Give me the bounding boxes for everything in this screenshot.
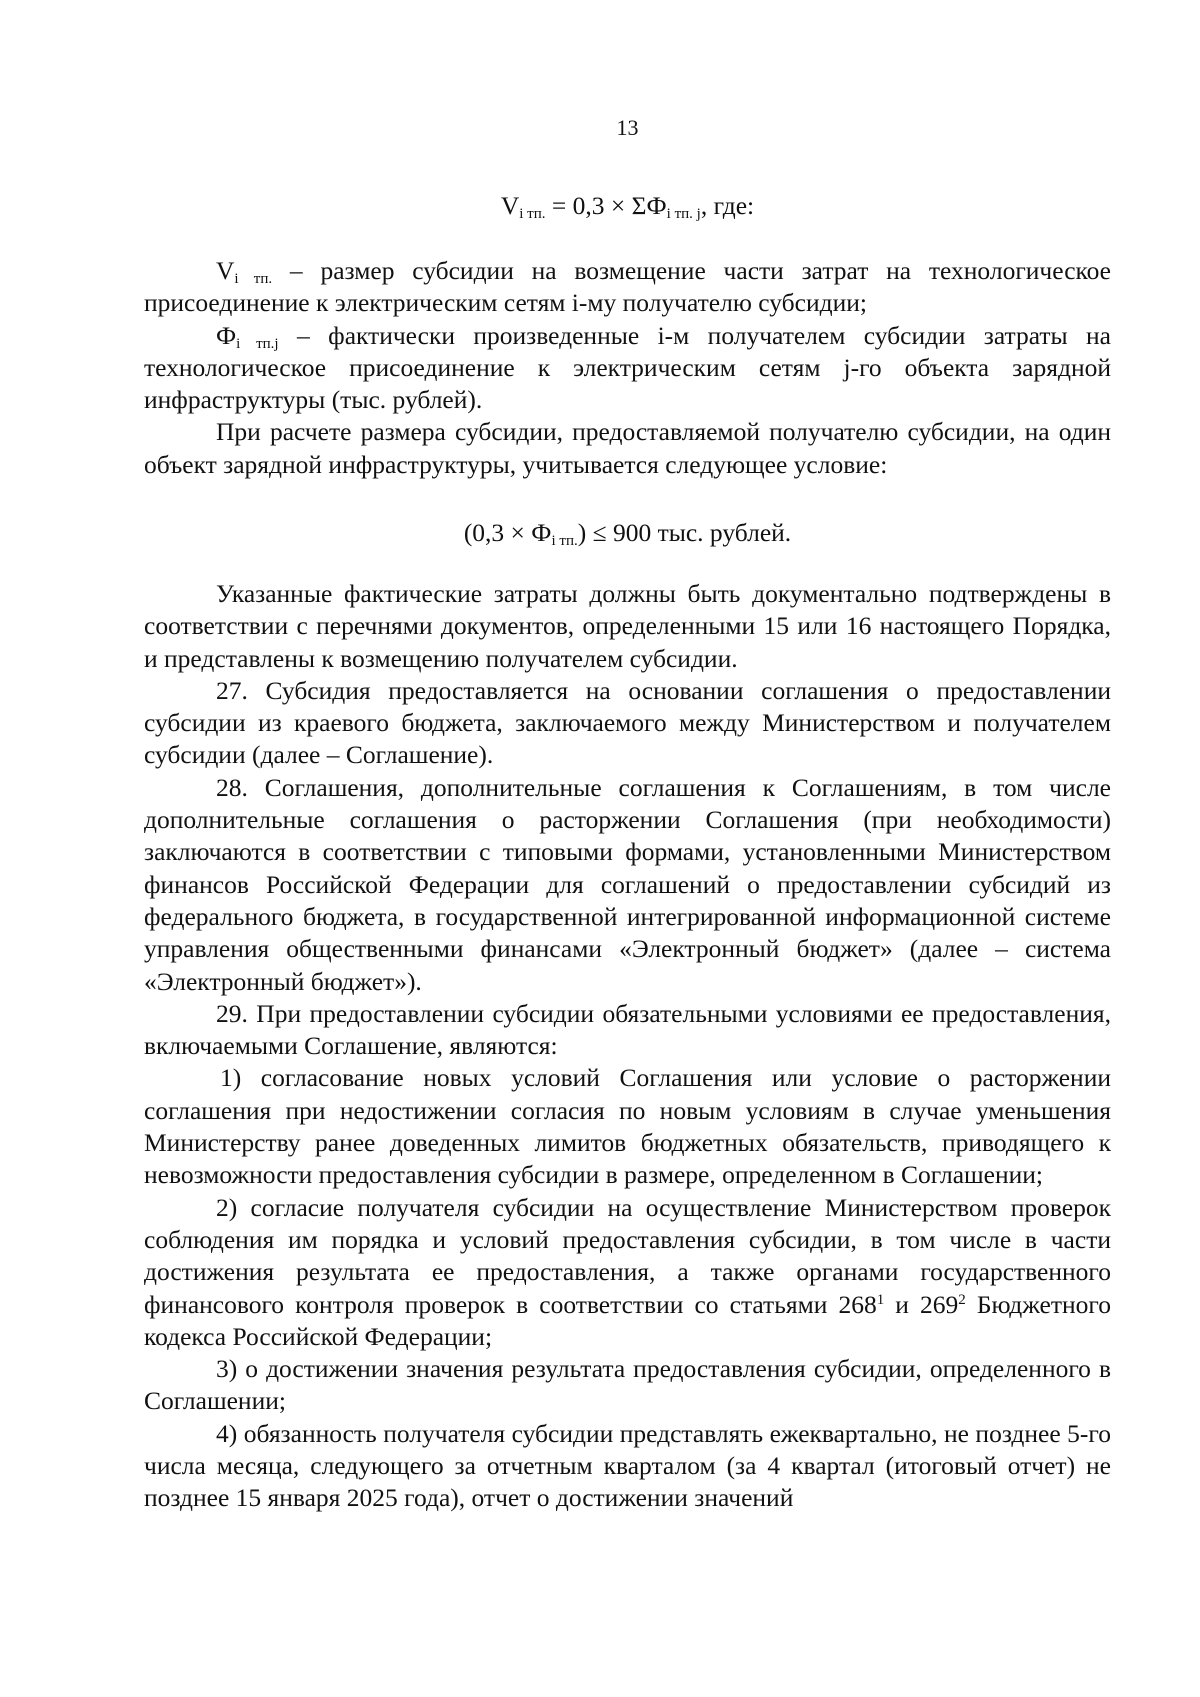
paragraph-28: 28. Соглашения, дополнительные соглашения к Соглашениям, в том числе дополнительные соглашения о расторжении Соглашения (при необходимости) заключаются в соответствии с типовыми формами, установленными Министерством финансов Российской Федерации для соглашений о предоставлении субсидий из федерального бюджета, в государственной интегрированной информационной системе управления общественными финансами «Электронный бюджет» (далее – система «Электронный бюджет»). xyxy=(144,772,1111,996)
item-2-text-a: 2) согласие получателя субсидии на осуществление Министерством проверок соблюдения им порядка и условий предоставления субсидии, в том числе в части достижения результата ее предоставления, а также органами государственного финансового контроля проверок в соответствии со статьями 268 xyxy=(144,1192,1111,1319)
definition-v-symbol: V xyxy=(216,256,235,285)
paragraph-29-item-3: 3) о достижении значения результата предоставления субсидии, определенного в Соглашении; xyxy=(144,1354,1111,1416)
condition-intro: При расчете размера субсидии, предоставляемой получателю субсидии, на один объект зарядной инфраструктуры, учитывается следующее условие: xyxy=(144,417,1111,479)
formula-lhs-subscript: i тп. xyxy=(519,206,546,222)
formula-where: , где: xyxy=(700,191,755,220)
limit-formula xyxy=(144,517,1111,549)
paragraph-29-item-4: 4) обязанность получателя субсидии представлять ежеквартально, не позднее 5-го числа месяца, следующего за отчетным кварталом (за 4 квартал (итоговый отчет) не позднее 15 января 2025 года), отчет о достижении значений xyxy=(144,1418,1111,1513)
subsidy-formula xyxy=(144,190,1111,222)
definition-v xyxy=(144,255,1111,320)
paragraph-29-item-1: 1) согласование новых условий Соглашения или условие о расторжении соглашения при недостижении согласия по новым условиям в случае уменьшения Министерству ранее доведенных лимитов бюджетных обязательств, приводящего к невозможности предоставления субсидии в размере, определенном в Соглашении; xyxy=(144,1063,1111,1190)
formula-lhs: V xyxy=(500,191,520,220)
formula-equals: = 0,3 × xyxy=(545,191,632,220)
paragraph-29-item-2 xyxy=(144,1192,1111,1353)
definition-f-subscript: i тп.j xyxy=(236,335,279,352)
definition-f-text: – фактически произведенные i-м получателем субсидии затраты на технологическое присоединение к электрическим сетям j-го объекта зарядной инфраструктуры (тыс. рублей). xyxy=(144,320,1111,415)
definition-f-symbol: Ф xyxy=(216,320,237,350)
limit-formula-subscript: i тп. xyxy=(551,533,578,549)
page-number: 13 xyxy=(616,115,639,140)
item-2-text-b: и 269 xyxy=(884,1289,959,1319)
definitions-block xyxy=(144,255,1111,481)
paragraph-27: 27. Субсидия предоставляется на основании соглашения о предоставлении субсидии из краевого бюджета, заключаемого между Министерством и получателем субсидии (далее – Соглашение). xyxy=(144,675,1111,770)
limit-formula-open: (0,3 × Ф xyxy=(463,518,552,547)
item-2-text-c: Бюджетного кодекса Российской Федерации; xyxy=(144,1289,1111,1351)
definition-v-text: – размер субсидии на возмещение части затрат на технологическое присоединение к электрическим сетям i-му получателю субсидии; xyxy=(144,256,1111,318)
item-2-superscript-2: 2 xyxy=(958,1291,966,1308)
main-text-block xyxy=(144,578,1111,1515)
item-2-superscript-1: 1 xyxy=(876,1291,885,1308)
document-page xyxy=(144,0,1111,1697)
paragraph-costs: Указанные фактические затраты должны быть документально подтверждены в соответствии с перечнями документов, определенными 15 или 16 настоящего Порядка, и представлены к возмещению получателем субсидии. xyxy=(144,579,1111,673)
definition-f xyxy=(144,320,1111,417)
formula-sum-subscript: i тп. j xyxy=(666,206,701,222)
limit-formula-close: ) ≤ 900 тыс. рублей. xyxy=(577,518,792,547)
formula-sum: ΣФ xyxy=(631,191,667,220)
paragraph-29: 29. При предоставлении субсидии обязательными условиями ее предоставления, включаемыми Соглашение, являются: xyxy=(144,998,1111,1061)
definition-v-subscript: i тп. xyxy=(234,271,273,287)
